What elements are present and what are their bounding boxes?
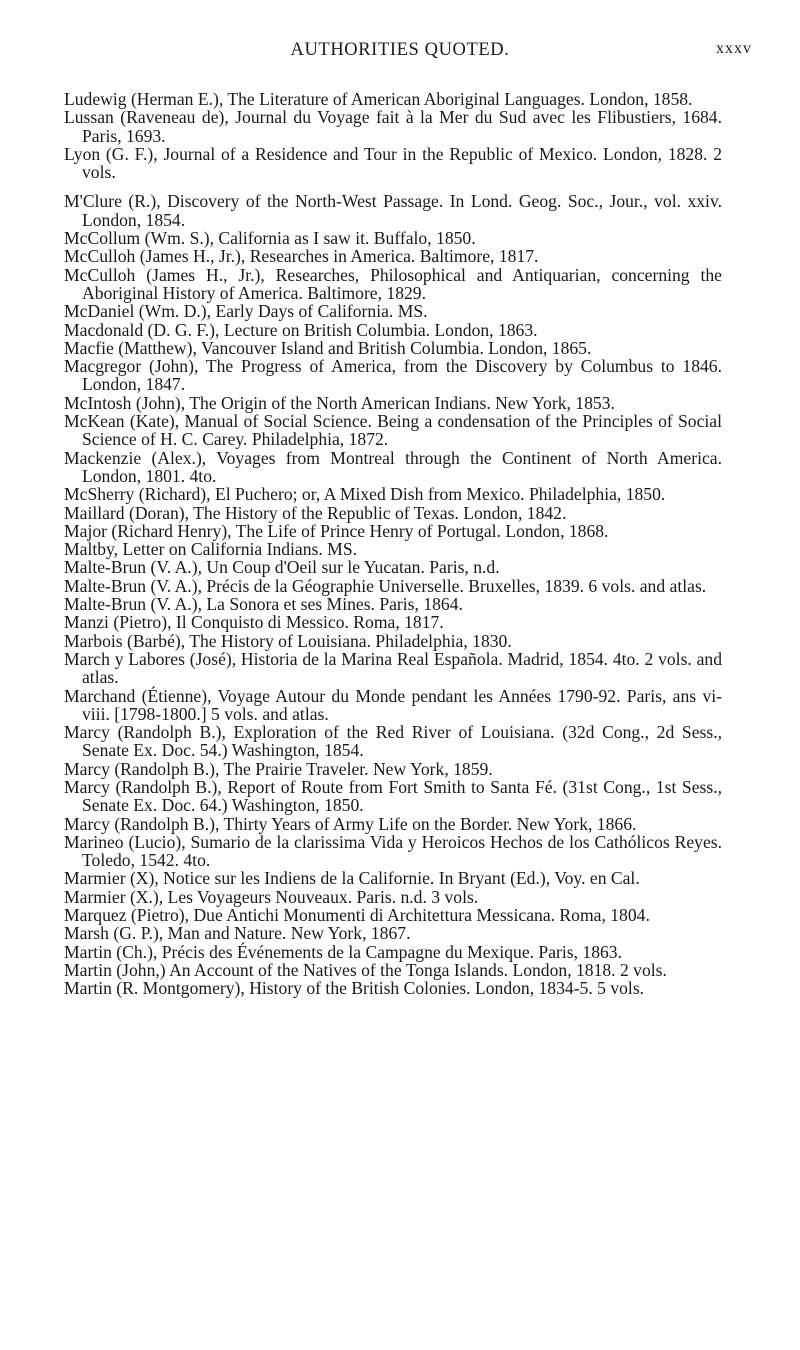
bibliography-entry: Maillard (Doran), The History of the Republic of Texas. London, 1842.: [64, 502, 567, 523]
bibliography-entry: Malte-Brun (V. A.), Précis de la Géographie Universelle. Bruxelles, 1839. 6 vols. and atlas.: [64, 575, 707, 596]
bibliography-entry: McKean (Kate), Manual of Social Science. Being a condensation of the Principles of Social Science of H. C. Carey. Philadelphia, 1872.: [64, 411, 722, 450]
page-number: xxxv: [716, 40, 752, 57]
bibliography-entry: McCollum (Wm. S.), California as I saw it. Buffalo, 1850.: [64, 228, 476, 249]
bibliography-entry: Lussan (Raveneau de), Journal du Voyage fait à la Mer du Sud avec les Flibustiers, 1684. Paris, 1693.: [64, 107, 722, 146]
bibliography-entry: March y Labores (José), Historia de la Marina Real Española. Madrid, 1854. 4to. 2 vols. and atlas.: [64, 648, 722, 688]
bibliography-entry: Martin (R. Montgomery), History of the British Colonies. London, 1834-5. 5 vols.: [64, 978, 645, 999]
bibliography-entry: Martin (Ch.), Précis des Événements de la Campagne du Mexique. Paris, 1863.: [64, 941, 622, 962]
bibliography-entry: Marsh (G. P.), Man and Nature. New York, 1867.: [64, 923, 411, 944]
bibliography-entry: McDaniel (Wm. D.), Early Days of California. MS.: [64, 301, 428, 322]
bibliography-entry: Marquez (Pietro), Due Antichi Monumenti di Architettura Messicana. Roma, 1804.: [64, 905, 650, 926]
bibliography-entry: Malte-Brun (V. A.), La Sonora et ses Mines. Paris, 1864.: [64, 594, 463, 615]
bibliography-entry: McSherry (Richard), El Puchero; or, A Mixed Dish from Mexico. Philadelphia, 1850.: [64, 484, 666, 505]
bibliography-entry: McIntosh (John), The Origin of the North American Indians. New York, 1853.: [64, 392, 615, 413]
bibliography-entry: McCulloh (James H., Jr.), Researches, Philosophical and Antiquarian, concerning the Aboriginal History of America. Baltimore, 1829.: [64, 264, 722, 303]
bibliography-entry: Macdonald (D. G. F.), Lecture on British Columbia. London, 1863.: [64, 319, 538, 340]
bibliography-entry: Marcy (Randolph B.), Exploration of the Red River of Louisiana. (32d Cong., 2d Sess., Senate Ex. Doc. 54.) Washington, 1854.: [64, 722, 722, 761]
bibliography-entry: McCulloh (James H., Jr.), Researches in America. Baltimore, 1817.: [64, 246, 539, 267]
bibliography-entry: Marbois (Barbé), The History of Louisiana. Philadelphia, 1830.: [64, 630, 512, 651]
bibliography-entry: Manzi (Pietro), Il Conquisto di Messico. Roma, 1817.: [64, 612, 444, 633]
bibliography-entry: Martin (John,) An Account of the Natives of the Tonga Islands. London, 1818. 2 vols.: [64, 959, 667, 980]
bibliography-entry: M'Clure (R.), Discovery of the North-West Passage. In Lond. Geog. Soc., Jour., vol. xxiv. London, 1854.: [64, 191, 722, 230]
bibliography-entry: Major (Richard Henry), The Life of Prince Henry of Portugal. London, 1868.: [64, 520, 609, 541]
bibliography-entry: Macfie (Matthew), Vancouver Island and British Columbia. London, 1865.: [64, 337, 592, 358]
bibliography-entry: Macgregor (John), The Progress of America, from the Discovery by Columbus to 1846. London, 1847.: [64, 356, 722, 395]
bibliography-entry: Marineo (Lucio), Sumario de la clarissima Vida y Heroicos Hechos de los Cathólicos Reyes. Toledo, 1542. 4to.: [64, 831, 722, 871]
page-title: AUTHORITIES QUOTED.: [290, 40, 510, 60]
bibliography-entry: Marmier (X), Notice sur les Indiens de la Californie. In Bryant (Ed.), Voy. en Cal.: [64, 868, 640, 889]
bibliography-list: [64, 90, 722, 998]
bibliography-entry: Marcy (Randolph B.), Thirty Years of Army Life on the Border. New York, 1866.: [64, 813, 637, 834]
bibliography-entry: Marmier (X.), Les Voyageurs Nouveaux. Paris. n.d. 3 vols.: [64, 886, 479, 907]
bibliography-entry: Ludewig (Herman E.), The Literature of American Aboriginal Languages. London, 1858.: [64, 89, 693, 109]
running-head: [60, 40, 760, 66]
bibliography-entry: Malte-Brun (V. A.), Un Coup d'Oeil sur le Yucatan. Paris, n.d.: [64, 557, 500, 578]
bibliography-entry: Marcy (Randolph B.), Report of Route from Fort Smith to Santa Fé. (31st Cong., 1st Sess., Senate Ex. Doc. 64.) Washington, 1850.: [64, 776, 722, 816]
bibliography-entry: Maltby, Letter on California Indians. MS.: [64, 539, 358, 560]
bibliography-entry: Lyon (G. F.), Journal of a Residence and Tour in the Republic of Mexico. London, 1828. 2 vols.: [64, 143, 722, 183]
bibliography-entry: Mackenzie (Alex.), Voyages from Montreal through the Continent of North America. London, 1801. 4to.: [64, 447, 722, 486]
bibliography-entry: Marcy (Randolph B.), The Prairie Traveler. New York, 1859.: [64, 758, 493, 779]
bibliography-entry: Marchand (Étienne), Voyage Autour du Monde pendant les Années 1790-92. Paris, ans vi-viii. [1798-1800.] 5 vols. and atlas.: [64, 685, 722, 724]
